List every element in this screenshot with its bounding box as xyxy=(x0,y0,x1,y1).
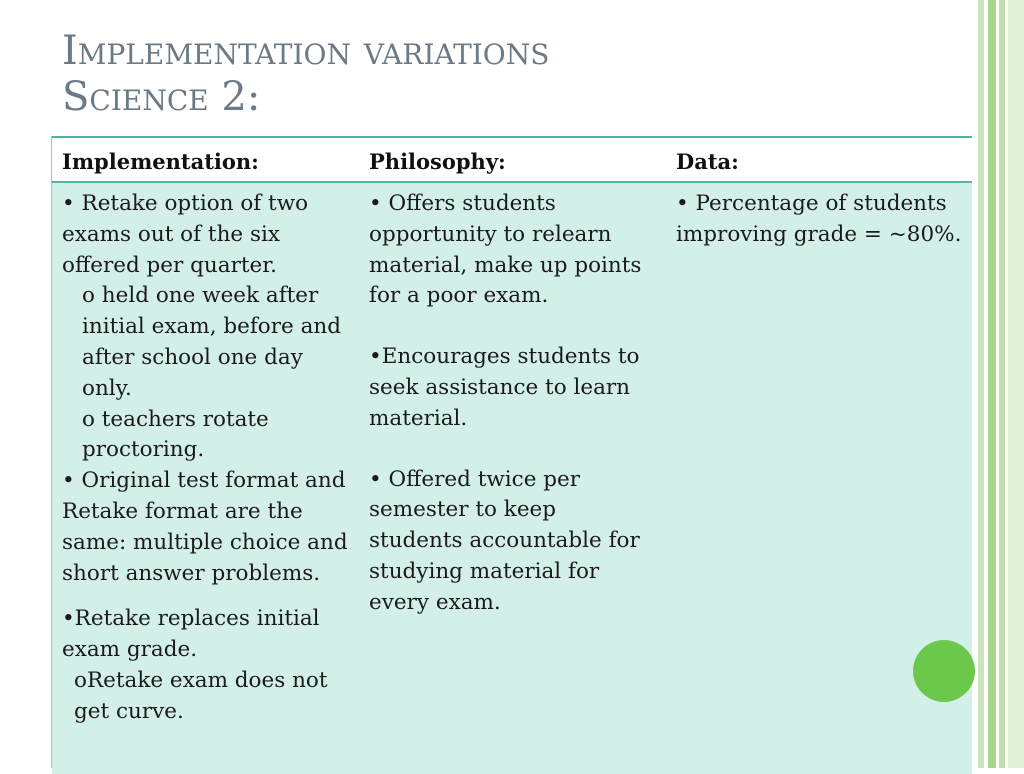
philosophy-item-1: • Offers students opportunity to relearn material, make up points for a poor exam. xyxy=(369,191,642,309)
table-row xyxy=(52,182,972,774)
implementation-item-1-sub-2: o teachers rotate proctoring. xyxy=(82,406,269,463)
implementation-item-2: • Original test format and Retake format are the same: multiple choice and short answer problems. xyxy=(62,468,348,586)
table-header-row xyxy=(52,137,972,182)
implementation-item-1-sub-1: o held one week after initial exam, before and after school one day only. xyxy=(82,283,342,401)
title-line-1: Implementation variations xyxy=(62,28,550,74)
comparison-table xyxy=(52,136,972,774)
philosophy-item-2: •Encourages students to seek assistance to learn material. xyxy=(369,344,640,431)
philosophy-item-3: • Offered twice per semester to keep students accountable for studying material for every exam. xyxy=(369,466,640,615)
title-line-2: Science 2: xyxy=(62,74,261,120)
implementation-cell xyxy=(52,182,359,774)
slide-title xyxy=(62,28,549,120)
implementation-item-1: • Retake option of two exams out of the six offered per quarter. xyxy=(62,191,309,278)
implementation-item-3: •Retake replaces initial exam grade. xyxy=(62,606,320,663)
decorative-circle xyxy=(913,640,975,702)
header-data: Data: xyxy=(666,137,972,182)
data-item-1: • Percentage of students improving grade = ~80%. xyxy=(676,191,962,247)
decorative-side-stripes xyxy=(978,0,1024,768)
implementation-item-3-sub-1: oRetake exam does not get curve. xyxy=(74,667,328,724)
header-implementation: Implementation: xyxy=(52,137,359,182)
header-philosophy: Philosophy: xyxy=(359,137,666,182)
philosophy-cell xyxy=(359,182,666,774)
